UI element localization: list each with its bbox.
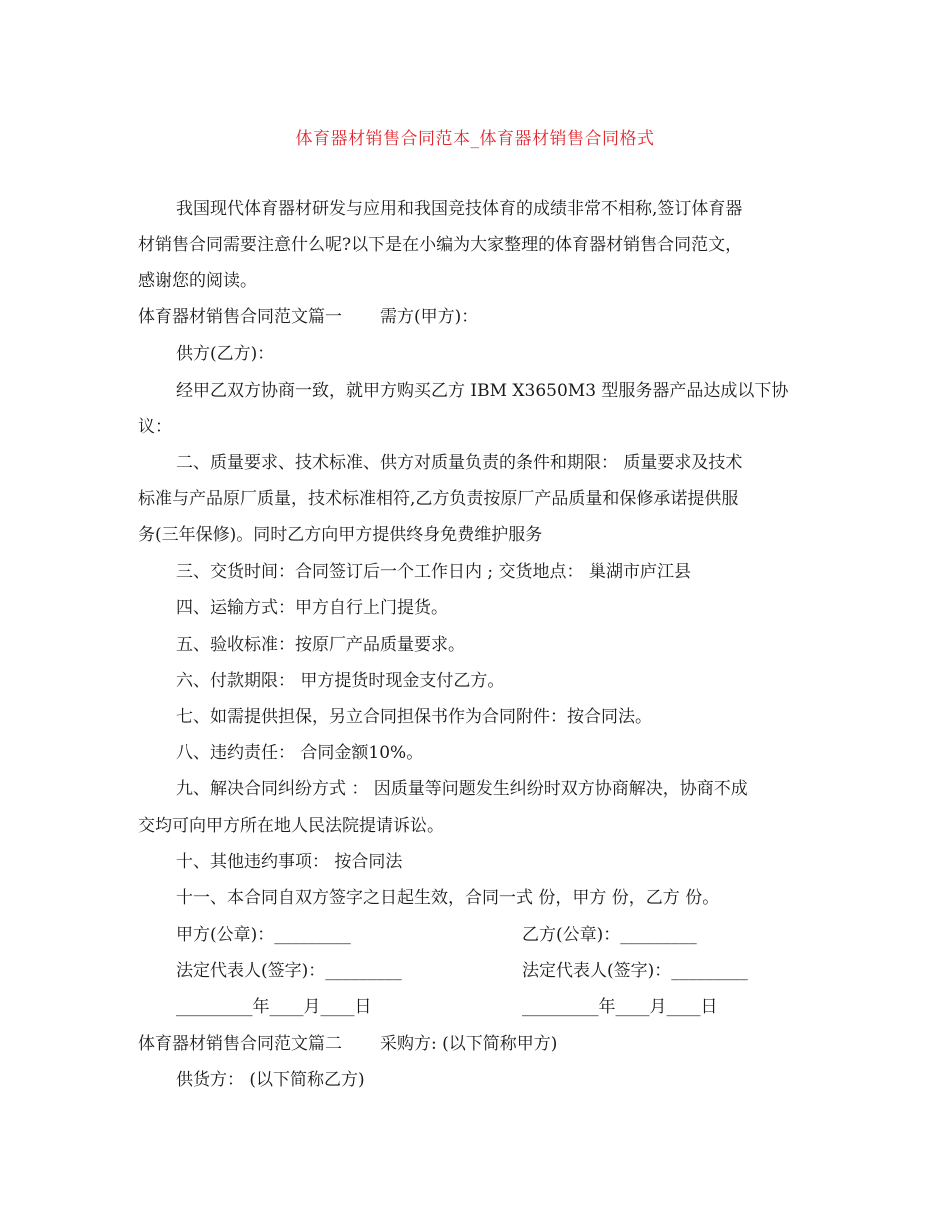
section2-heading: 体育器材销售合同范文篇二 (138, 1034, 342, 1054)
buyer-label: 采购方: (以下简称甲方) (380, 1034, 558, 1054)
item9-line-1: 九、解决合同纠纷方式 ： 因质量等问题发生纠纷时双方协商解决，协商不成 (176, 779, 748, 799)
partyB-seal: 乙方(公章)：_________ (522, 925, 697, 945)
section1-heading-line (138, 306, 478, 328)
item6: 六、付款期限： 甲方提货时现金支付乙方。 (176, 671, 505, 691)
demander-label: 需方(甲方)： (380, 307, 479, 327)
intro-line-1: 我国现代体育器材研发与应用和我国竞技体育的成绩非常不相称,签订体育器 (176, 199, 743, 219)
intro-line-3: 感谢您的阅读。 (138, 271, 257, 291)
item7: 七、如需提供担保，另立合同担保书作为合同附件：按合同法。 (176, 707, 652, 727)
item5: 五、验收标准：按原厂产品质量要求。 (176, 635, 465, 655)
item2-line-1: 二、质量要求、技术标准、供方对质量负责的条件和期限： 质量要求及技术 (176, 453, 743, 473)
item3: 三、交货时间：合同签订后一个工作日内 ; 交货地点： 巢湖市庐江县 (176, 562, 691, 582)
section1-heading: 体育器材销售合同范文篇一 (138, 307, 342, 327)
partyB-rep: 法定代表人(签字)：_________ (522, 961, 748, 981)
item9-line-2: 交均可向甲方所在地人民法院提请诉讼。 (138, 816, 444, 836)
item11: 十一、本合同自双方签字之日起生效，合同一式 份，甲方 份，乙方 份。 (176, 888, 720, 908)
document-title: 体育器材销售合同范本_体育器材销售合同格式 (295, 129, 655, 149)
supplier-label: 供方(乙方)： (176, 344, 275, 364)
partyA-date: _________年____月____日 (176, 997, 372, 1017)
partyA-rep: 法定代表人(签字)：_________ (176, 961, 402, 981)
item2-line-3: 务(三年保修)。同时乙方向甲方提供终身免费维护服务 (138, 525, 543, 545)
partyB-date: _________年____月____日 (522, 997, 718, 1017)
section2-heading-line (138, 1033, 557, 1055)
item8: 八、违约责任： 合同金额10%。 (176, 743, 424, 763)
item2-line-2: 标准与产品原厂质量，技术标准相符,乙方负责按原厂产品质量和保修承诺提供服 (138, 489, 739, 509)
para1-line-2: 议： (138, 417, 172, 437)
item4: 四、运输方式：甲方自行上门提货。 (176, 598, 448, 618)
partyA-seal: 甲方(公章)：_________ (176, 925, 351, 945)
seller-label: 供货方： (以下简称乙方) (176, 1070, 365, 1090)
para1-line-1: 经甲乙双方协商一致，就甲方购买乙方 IBM X3650M3 型服务器产品达成以下协 (176, 381, 789, 401)
intro-line-2: 材销售合同需要注意什么呢?以下是在小编为大家整理的体育器材销售合同范文， (138, 235, 743, 255)
item10: 十、其他违约事项： 按合同法 (176, 852, 403, 872)
